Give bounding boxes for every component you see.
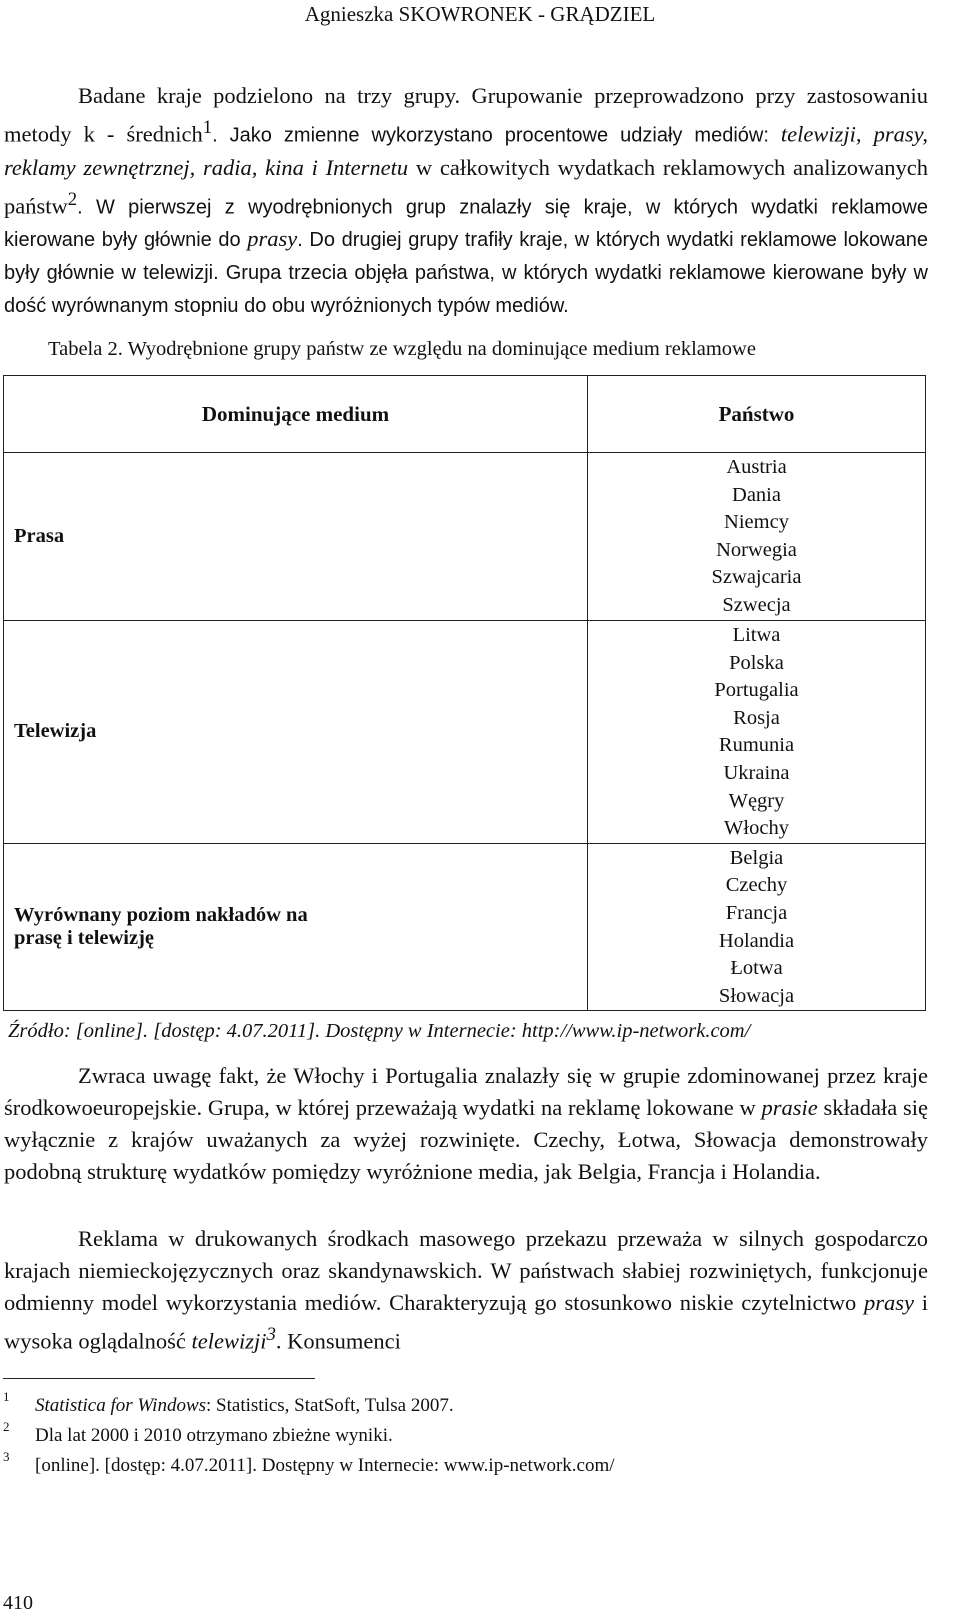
footnote-italic: Statistica for Windows (35, 1395, 207, 1416)
country-item: Łotwa (730, 957, 783, 980)
country-item: Niemcy (724, 511, 789, 534)
paragraph-grouping (4, 80, 928, 322)
table-row (4, 621, 926, 844)
country-item: Rosja (733, 706, 780, 729)
footnote-text: [online]. [dostęp: 4.07.2011]. Dostępny w Internecie: www.ip-network.com/ (35, 1455, 615, 1476)
country-item: Czechy (725, 874, 788, 897)
table-header-row (4, 376, 926, 453)
footnote-number: 2 (3, 1419, 10, 1434)
p2-text-1: Zwraca uwagę fakt, że Włochy i Portugalia znalazły się w grupie zdominowanej przez kraje środkowoeuropejskie. Grupa, w której przeważają wydatki na reklamę lokowane w (4, 1063, 928, 1120)
p1-prasy: prasy (247, 226, 298, 251)
p1-text-4: . W pierwszej z wyodrębnionych grup znalazły się kraje, w których wydatki reklamowe kierowane były głównie do (4, 196, 928, 251)
table-row (4, 843, 926, 1011)
table-source: Źródło: [online]. [dostęp: 4.07.2011]. Dostępny w Internecie: http://www.ip-network.com/ (8, 1020, 751, 1042)
country-item: Rumunia (718, 734, 795, 757)
medium-cell: Telewizja (4, 621, 588, 844)
p1-text-5: . Do drugiej grupy trafiły kraje, w których wydatki reklamowe lokowane były głównie w telewizji. Grupa trzecia objęła państwa, w których wydatki reklamowe kierowane były w dość wyrównanym stopniu do obu wyróżnionych typów mediów. (4, 229, 928, 317)
p3-text-1: Reklama w drukowanych środkach masowego przekazu przeważa w silnych gospodarczo krajach niemieckojęzycznych oraz skandynawskich. W państwach słabiej rozwiniętych, funkcjonuje odmienny model wykorzystania mediów. Charakteryzują go stosunkowo niskie czytelnictwo (4, 1226, 928, 1315)
footnote-text: Dla lat 2000 i 2010 otrzymano zbieżne wyniki. (35, 1425, 393, 1446)
footnote-body: : Statistics, StatSoft, Tulsa 2007. (206, 1395, 454, 1416)
country-item: Francja (725, 901, 788, 924)
groups-table (3, 375, 926, 1011)
footnote-ref-1[interactable]: 1 (202, 117, 213, 138)
p2-prasie: prasie (761, 1095, 818, 1120)
p3-prasy: prasy (863, 1290, 914, 1315)
table-caption: Tabela 2. Wyodrębnione grupy państw ze względu na dominujące medium reklamowe (48, 338, 756, 360)
p3-text-2: i wysoka oglądalność (4, 1290, 928, 1354)
medium-label: Wyrównany poziom nakładów na prasę i telewizję (14, 904, 308, 950)
p1-media-list: telewizji, prasy, reklamy zewnętrznej, radia, kina i Internetu (4, 121, 928, 180)
country-item: Dania (732, 483, 781, 506)
page-number: 410 (3, 1592, 33, 1614)
footnote-number: 3 (3, 1449, 10, 1464)
header-country: Państwo (588, 376, 926, 453)
paragraph-print-advertising (4, 1223, 928, 1358)
footnote-text (35, 1395, 454, 1417)
country-item: Norwegia (716, 538, 797, 561)
country-item: Szwecja (722, 593, 791, 616)
country-item: Węgry (728, 789, 785, 812)
country-item: Austria (726, 456, 787, 478)
country-item: Włochy (724, 817, 789, 840)
countries-cell (588, 621, 926, 844)
p3-telewizji: telewizji (191, 1328, 267, 1354)
country-item: Portugalia (714, 679, 799, 702)
p1-text-1: Badane kraje podzielono na trzy grupy. Grupowanie przeprowadzono przy zastosowaniu metody k - średnich (4, 83, 928, 147)
countries-cell (588, 843, 926, 1011)
country-item: Litwa (732, 624, 781, 646)
header-medium: Dominujące medium (4, 376, 588, 453)
medium-cell: Prasa (4, 453, 588, 621)
country-item: Holandia (718, 929, 795, 952)
p1-text-2: . Jako zmienne wykorzystano procentowe udziały mediów: (212, 124, 781, 147)
footnote-divider (3, 1378, 315, 1379)
countries-cell (588, 453, 926, 621)
footnote-number: 1 (3, 1389, 10, 1404)
country-item: Szwajcaria (711, 566, 802, 589)
medium-cell (4, 843, 588, 1011)
footnote-ref-3[interactable] (266, 1324, 275, 1345)
running-header: Agnieszka SKOWRONEK - GRĄDZIEL (304, 2, 656, 26)
country-item: Ukraina (723, 761, 790, 784)
table-row (4, 453, 926, 621)
p3-text-3: . Konsumenci (275, 1328, 401, 1354)
paragraph-observations (4, 1060, 928, 1188)
country-item: Polska (729, 651, 784, 674)
footnote-ref-2[interactable]: 2 (67, 188, 78, 210)
p1-text-3: w całkowitych wydatkach reklamowych analizowanych państw (4, 154, 928, 218)
p2-text-2: składała się wyłącznie z krajów uważanych za wyżej rozwinięte. Czechy, Łotwa, Słowacja demonstrowały podobną strukturę wydatków pomiędzy wyróżnione media, jak Belgia, Francja i Holandia. (4, 1095, 928, 1184)
footnote-ref-3-num: 3 (266, 1324, 276, 1345)
country-item: Belgia (729, 846, 784, 869)
country-item: Słowacja (718, 984, 795, 1007)
